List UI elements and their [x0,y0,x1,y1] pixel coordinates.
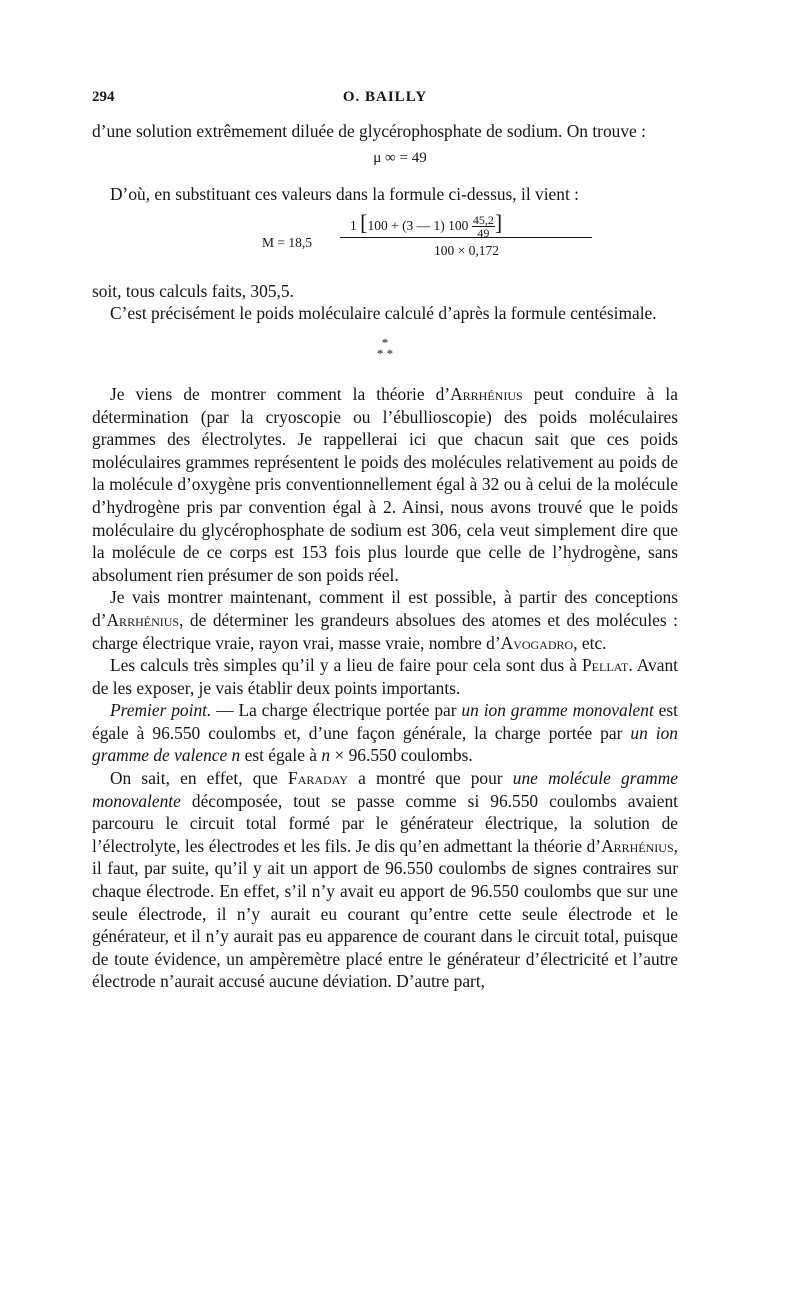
page-header [92,89,678,111]
formula-mu-infinity: μ ∞ = 49 [373,149,427,166]
text-run: — La charge électrique portée par [211,700,462,721]
page-number: 294 [92,89,115,105]
right-bracket-symbol: ] [494,209,503,235]
running-head: O. BAILLY [342,89,428,105]
inner-fraction-bottom: 49 [477,226,490,241]
formula-denominator: 100 × 0,172 [434,242,499,258]
inner-fraction-top: 45,2 [472,213,494,228]
text-run: est égale à [240,745,322,766]
asterism-top-star: * [381,334,389,350]
formula-numerator-terms: 100 + (3 — 1) 100 [367,217,469,233]
formula-numerator [350,209,503,241]
paragraph-faraday [92,767,678,993]
text-run: . Avant de les exposer, je vais établir deux points importants. [92,655,678,698]
page-body [92,120,678,993]
paragraph-first-point [92,699,678,767]
text-run: a montré que pour [347,768,513,789]
text-run: × 96.550 coulombs. [330,745,473,766]
text-run: décomposée, tout se passe comme si 96.550 coulombs avaient parcouru le circuit total formé par le générateur électrique, la solution de l’électrolyte, les électrodes et les fils. Je dis qu’en admettant la théorie d’ [92,790,678,856]
section-break-asterism [92,334,678,361]
formula-inner-fraction [472,214,495,239]
author-name-arrhenius: Arrhénius [601,835,674,856]
text-run: Je vais montrer maintenant, comment il est possible, à partir des conceptions d’ [92,587,678,630]
paragraph-substitution: D’où, en substituant ces valeurs dans la formule ci-dessus, il vient : [110,184,579,205]
paragraph-arrhenius-theory [92,383,678,586]
paragraph-pellat [92,654,678,699]
fraction-bar [340,237,592,238]
italic-phrase: une molécule gramme monovalente [92,768,679,811]
paragraph-continuation: d’une solution extrêmement diluée de glycérophosphate de sodium. On trouve : [92,121,646,141]
left-bracket-symbol: [ [360,209,368,235]
italic-variable-n: n [321,745,331,766]
formula-coefficient: 1 [350,217,357,233]
text-run: , il faut, par suite, qu’il y ait un apport de 96.550 coulombs de signes contraires sur chaque électrode. En effet, s’il n’y avait eu apport de 96.550 coulombs que sur une seule électrode, il n’y aurait eu courant qu’entre cette seule électrode et le générateur, et il n’y aurait pas eu apparence de courant dans le circuit total, puisque de toute évidence, un ampèremètre placé entre le générateur d’électricité et l’autre électrode n’aurait accusé aucune déviation. D’autre part, [92,835,678,992]
author-name-arrhenius: Arrhénius [450,383,523,404]
text-run: peut conduire à la détermination (par la cryoscopie ou l’ébullioscopie) des poids moléculaires grammes des électrolytes. Je rappellerai ici que chacun sait que ces poids moléculaires grammes représentent le poids des molécules relativement au poids de la molécule d’oxygène pris conventionnellement égal à 32 ou à celui de la molécule d’hydrogène pris par convention égal à 2. Ainsi, nous avons trouvé que le poids moléculaire du glycérophosphate de sodium est 306, cela veut simplement dire que la molécule de ce corps est 153 fois plus lourde que celle de l’hydrogène, sans absolument rien présumer de son poids réel. [92,383,678,585]
text-run: Je viens de montrer comment la théorie d’ [110,383,451,404]
author-name-avogadro: Avogadro [500,632,574,653]
paragraph-centesimal: C’est précisément le poids moléculaire calculé d’après la formule centésimale. [110,303,657,324]
author-name-arrhenius: Arrhénius [106,609,180,630]
paragraph-result: soit, tous calculs faits, 305,5. [92,280,294,301]
text-run: , etc. [573,632,607,653]
author-name-faraday: Faraday [288,768,348,789]
first-point-heading: Premier point. [110,700,212,721]
text-run: est égale à 96.550 coulombs et, d’une façon générale, la charge portée par [92,700,678,743]
paragraph-absolute-quantities [92,586,678,654]
italic-phrase: un ion gramme monovalent [461,700,654,721]
formula-molecular-weight [92,210,678,272]
text-run: On sait, en effet, que [110,768,289,789]
text-run: Les calculs très simples qu’il y a lieu de faire pour cela sont dus à [110,655,582,676]
italic-phrase: un ion gramme de valence n [92,722,678,766]
author-name-pellat: Pellat [582,655,629,676]
asterism-bottom-stars: * * [376,345,394,361]
text-run: , de déterminer les grandeurs absolues des atomes et des molécules : charge électrique vraie, rayon vrai, masse vraie, nombre d’ [92,609,678,653]
formula-left-side: M = 18,5 [262,234,312,250]
